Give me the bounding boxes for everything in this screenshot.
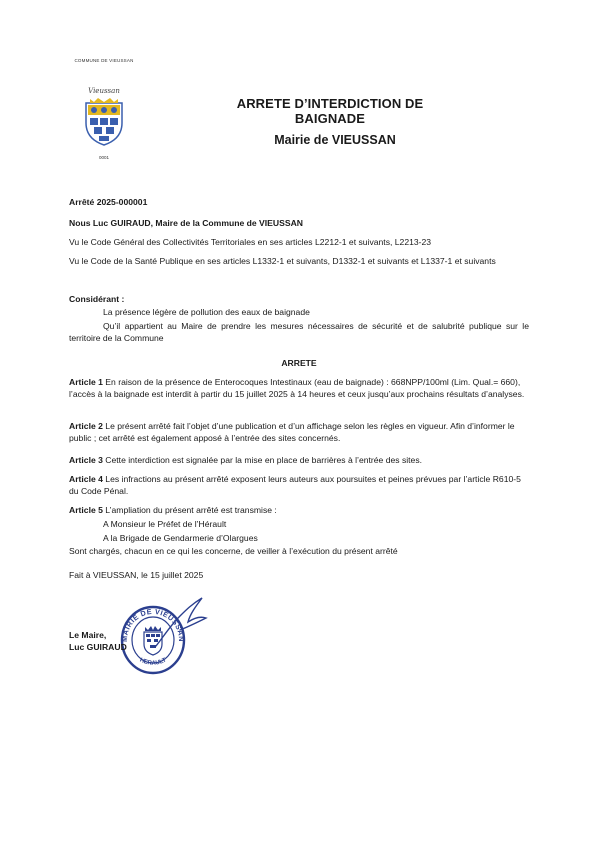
considerant-label: Considérant : xyxy=(69,294,125,304)
article-4 xyxy=(69,474,529,497)
coat-of-arms-icon xyxy=(82,97,126,147)
article-2 xyxy=(69,421,529,444)
stamp-outer-text: MAIRIE DE VIEUSSAN xyxy=(119,606,187,643)
article-4-text: Les infractions au présent arrêté exposent leurs auteurs aux poursuites et peines prévues par l’article R610-5 du Code Pénal. xyxy=(69,474,521,496)
considerant-item-1: La présence légère de pollution des eaux de baignade xyxy=(103,307,310,317)
article-2-label: Article 2 xyxy=(69,421,103,431)
stamp-bottom-text: HERAULT xyxy=(138,657,168,667)
recipient-prefet: A Monsieur le Préfet de l’Hérault xyxy=(103,519,227,529)
signatory-title: Le Maire, xyxy=(69,630,107,640)
article-1 xyxy=(69,377,529,400)
fait-a-line: Fait à VIEUSSAN, le 15 juillet 2025 xyxy=(69,570,204,580)
article-4-label: Article 4 xyxy=(69,474,103,484)
article-5-text: L’ampliation du présent arrêté est transmise : xyxy=(102,505,277,515)
logo-top-text: COMMUNE DE VIEUSSAN xyxy=(74,58,134,63)
arrete-heading: ARRETE xyxy=(281,358,317,368)
vu-csp: Vu le Code de la Santé Publique en ses articles L1332-1 et suivants, D1332-1 et suivants et L1337-1 et suivants xyxy=(69,256,496,266)
charges-line: Sont chargés, chacun en ce qui les concerne, de veiller à l’exécution du présent arrêté xyxy=(69,546,398,556)
document-title: ARRETE D’INTERDICTION DE BAIGNADE xyxy=(236,96,424,126)
article-3 xyxy=(69,455,529,467)
nous-line: Nous Luc GUIRAUD, Maire de la Commune de VIEUSSAN xyxy=(69,218,303,228)
logo-script-text: Vieussan xyxy=(88,87,120,95)
article-5-label: Article 5 xyxy=(69,505,103,515)
article-5 xyxy=(69,505,529,517)
article-1-text: En raison de la présence de Enterocoques Intestinaux (eau de baignade) : 668NPP/100ml (Lim. Qual.= 660), l’accès à la baignade est interdit à partir du 15 juillet 2025 à 14 heures et ceux jusqu’aux prochains résultats d’analyses. xyxy=(69,377,525,399)
arrete-number: Arrêté 2025-000001 xyxy=(69,197,148,207)
article-2-text: Le présent arrêté fait l’objet d’une publication et d’un affichage selon les règles en vigueur. Afin d’informer le public ; cet arrêté est également apposé à l’entrée des sites concernés. xyxy=(69,421,515,443)
considerant-item-2: Qu’il appartient au Maire de prendre les mesures nécessaires de sécurité et de salubrité publique sur le territoire de la Commune xyxy=(69,321,529,343)
signatory-name: Luc GUIRAUD xyxy=(69,642,127,652)
document-subtitle: Mairie de VIEUSSAN xyxy=(274,133,396,147)
logo-bottom-text: 0001 xyxy=(98,155,109,160)
article-3-text: Cette interdiction est signalée par la mise en place de barrières à l’entrée des sites. xyxy=(102,455,423,465)
vu-cgct: Vu le Code Général des Collectivités Territoriales en ses articles L2212-1 et suivants, L2213-23 xyxy=(69,237,432,247)
article-1-label: Article 1 xyxy=(69,377,103,387)
mayor-signature xyxy=(150,596,220,652)
recipient-gendarmerie: A la Brigade de Gendarmerie d’Olargues xyxy=(103,533,258,543)
commune-logo xyxy=(60,58,148,160)
article-3-label: Article 3 xyxy=(69,455,103,465)
